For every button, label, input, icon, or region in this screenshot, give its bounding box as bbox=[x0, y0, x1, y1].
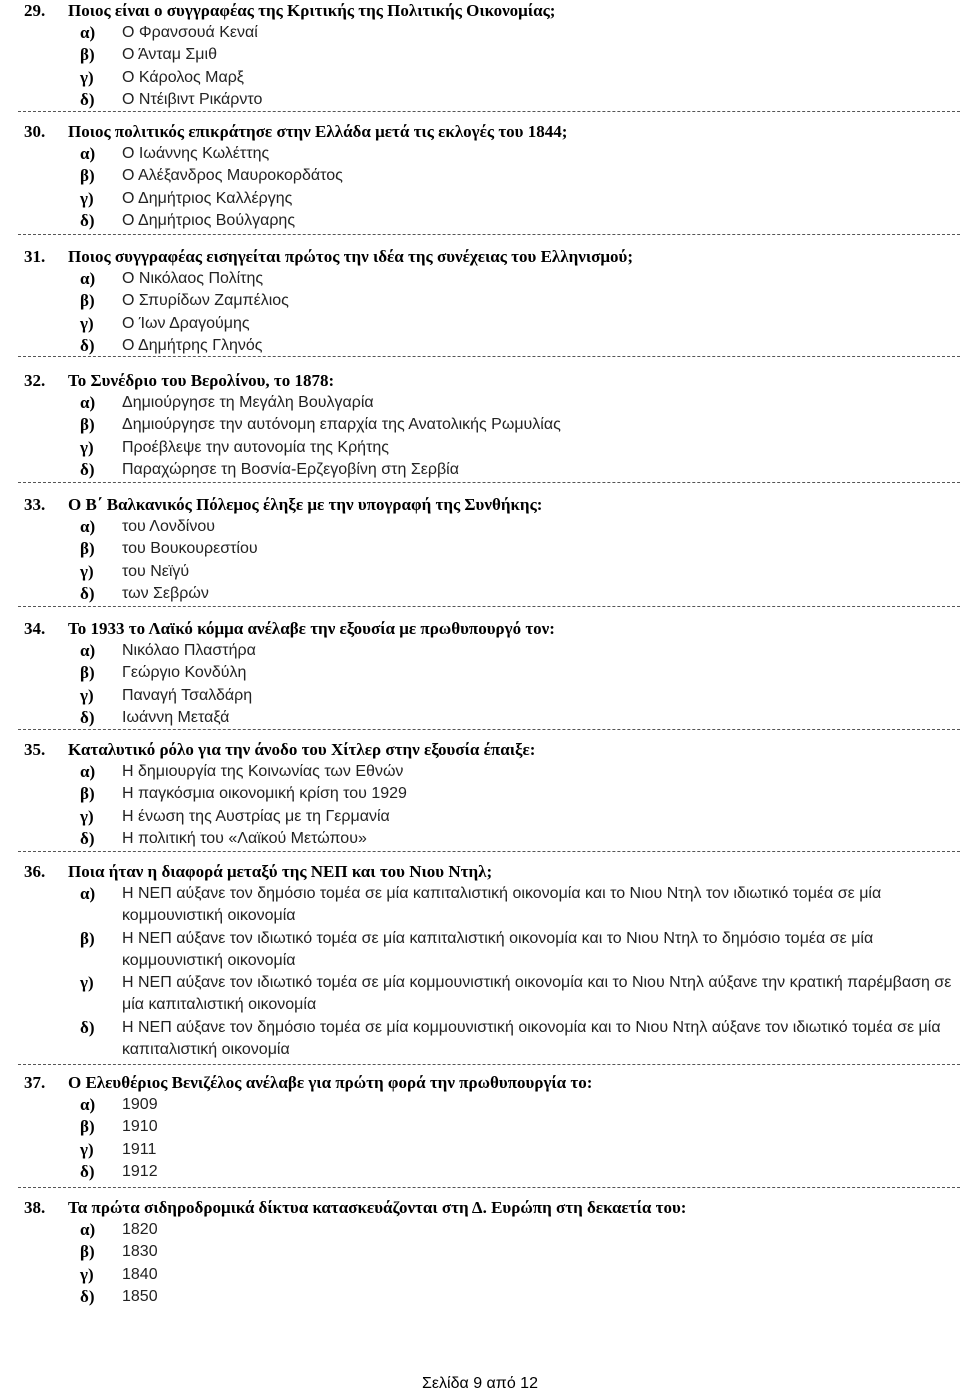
option-letter: α) bbox=[80, 1220, 96, 1239]
option-text: Ο Ίων Δραγούμης bbox=[122, 314, 250, 332]
option-letter: γ) bbox=[80, 685, 94, 705]
question-number: 36. bbox=[24, 862, 46, 881]
option-letter: β) bbox=[80, 663, 95, 683]
option-letter: γ) bbox=[80, 1139, 94, 1159]
option-c bbox=[0, 1139, 960, 1161]
option-text: Ο Σπυρίδων Ζαμπέλιος bbox=[122, 292, 289, 310]
option-a bbox=[0, 883, 960, 928]
option-d bbox=[0, 1017, 960, 1062]
question-number: 29. bbox=[24, 1, 46, 20]
option-letter: γ) bbox=[80, 561, 94, 581]
question-header bbox=[0, 121, 960, 143]
question-header bbox=[0, 246, 960, 268]
option-letter: δ) bbox=[80, 1161, 95, 1181]
page-number-footer: Σελίδα 9 από 12 bbox=[422, 1375, 538, 1392]
question-33 bbox=[0, 494, 960, 605]
option-text: του Νεϊγύ bbox=[122, 562, 190, 580]
option-a bbox=[0, 22, 960, 44]
dashed-separator bbox=[18, 729, 960, 730]
dashed-separator bbox=[18, 851, 960, 852]
question-text: Το 1933 το Λαϊκό κόμμα ανέλαβε την εξουσία με πρωθυπουργό τον: bbox=[68, 619, 555, 638]
option-text: Ο Φρανσουά Κεναί bbox=[122, 24, 258, 41]
option-text: Η ΝΕΠ αύξανε τον ιδιωτικό τομέα σε μία κομμουνιστική οικονομία και το Νιου Ντηλ αύξανε την κρατική παρέμβαση σε μία καπιταλιστική οικονομία bbox=[122, 974, 952, 1014]
question-header bbox=[0, 494, 960, 516]
question-number: 31. bbox=[24, 247, 46, 266]
option-text: του Βουκουρεστίου bbox=[122, 540, 258, 558]
option-d bbox=[0, 583, 960, 605]
option-text: 1911 bbox=[122, 1140, 157, 1158]
option-text: Ο Κάρολος Μαρξ bbox=[122, 68, 244, 86]
option-letter: δ) bbox=[80, 210, 95, 230]
option-letter: δ) bbox=[80, 89, 95, 109]
option-a bbox=[0, 761, 960, 783]
question-header bbox=[0, 618, 960, 640]
option-d bbox=[0, 1161, 960, 1183]
question-text: Το Συνέδριο του Βερολίνου, το 1878: bbox=[68, 371, 335, 390]
option-c bbox=[0, 313, 960, 335]
question-text: Ο Β΄ Βαλκανικός Πόλεμος έληξε με την υπογραφή της Συνθήκης: bbox=[68, 495, 543, 514]
option-letter: β) bbox=[80, 928, 95, 948]
option-c bbox=[0, 685, 960, 707]
option-text: 1909 bbox=[122, 1096, 158, 1113]
option-letter: δ) bbox=[80, 583, 95, 603]
option-d bbox=[0, 1286, 960, 1308]
option-a bbox=[0, 516, 960, 538]
option-letter: α) bbox=[80, 884, 96, 903]
option-letter: δ) bbox=[80, 828, 95, 848]
option-text: Παραχώρησε τη Βοσνία-Ερζεγοβίνη στη Σερβία bbox=[122, 460, 459, 478]
option-b bbox=[0, 538, 960, 560]
question-31 bbox=[0, 246, 960, 357]
option-b bbox=[0, 290, 960, 312]
option-letter: α) bbox=[80, 144, 96, 163]
option-text: Γεώργιο Κονδύλη bbox=[122, 664, 247, 682]
option-text: Δημιούργησε την αυτόνομη επαρχία της Ανατολικής Ρωμυλίας bbox=[122, 416, 561, 434]
option-b bbox=[0, 414, 960, 436]
dashed-separator bbox=[18, 234, 960, 235]
option-text: Ιωάννη Μεταξά bbox=[122, 708, 230, 726]
option-a bbox=[0, 143, 960, 165]
option-text: Προέβλεψε την αυτονομία της Κρήτης bbox=[122, 438, 390, 456]
option-d bbox=[0, 210, 960, 232]
option-text: Ο Νικόλαος Πολίτης bbox=[122, 270, 264, 287]
option-letter: γ) bbox=[80, 67, 94, 87]
option-text: Η παγκόσμια οικονομική κρίση του 1929 bbox=[122, 785, 407, 803]
option-text: Η δημιουργία της Κοινωνίας των Εθνών bbox=[122, 763, 404, 780]
option-a bbox=[0, 1094, 960, 1116]
question-header bbox=[0, 370, 960, 392]
question-text: Ο Ελευθέριος Βενιζέλος ανέλαβε για πρώτη φορά την πρωθυπουργία το: bbox=[68, 1073, 593, 1092]
option-a bbox=[0, 392, 960, 414]
option-d bbox=[0, 459, 960, 481]
question-number: 30. bbox=[24, 122, 46, 141]
dashed-separator bbox=[18, 1187, 960, 1188]
option-letter: δ) bbox=[80, 707, 95, 727]
option-letter: β) bbox=[80, 415, 95, 435]
option-letter: α) bbox=[80, 762, 96, 781]
option-letter: γ) bbox=[80, 973, 94, 993]
option-c bbox=[0, 806, 960, 828]
option-text: Νικόλαο Πλαστήρα bbox=[122, 642, 256, 659]
option-letter: δ) bbox=[80, 1017, 95, 1037]
option-letter: β) bbox=[80, 784, 95, 804]
option-text: Ο Δημήτριος Βούλγαρης bbox=[122, 211, 296, 229]
option-letter: γ) bbox=[80, 188, 94, 208]
question-text: Ποιος πολιτικός επικράτησε στην Ελλάδα μετά τις εκλογές του 1844; bbox=[68, 122, 568, 141]
question-text: Ποιος είναι ο συγγραφέας της Κριτικής της Πολιτικής Οικονομίας; bbox=[68, 1, 556, 20]
question-text: Ποιος συγγραφέας εισηγείται πρώτος την ιδέα της συνέχειας του Ελληνισμού; bbox=[68, 247, 634, 266]
option-letter: α) bbox=[80, 1095, 96, 1114]
question-number: 32. bbox=[24, 371, 46, 390]
question-37 bbox=[0, 1072, 960, 1183]
option-c bbox=[0, 561, 960, 583]
dashed-separator bbox=[18, 1064, 960, 1065]
dashed-separator bbox=[18, 356, 960, 357]
question-text: Καταλυτικό ρόλο για την άνοδο του Χίτλερ στην εξουσία έπαιξε: bbox=[68, 740, 536, 759]
option-text: 1840 bbox=[122, 1265, 158, 1283]
option-text: 1830 bbox=[122, 1243, 158, 1261]
option-letter: γ) bbox=[80, 437, 94, 457]
option-a bbox=[0, 268, 960, 290]
option-b bbox=[0, 1116, 960, 1138]
question-34 bbox=[0, 618, 960, 729]
option-text: Ο Αλέξανδρος Μαυροκορδάτος bbox=[122, 167, 343, 185]
question-number: 35. bbox=[24, 740, 46, 759]
dashed-separator bbox=[18, 482, 960, 483]
question-32 bbox=[0, 370, 960, 481]
option-letter: δ) bbox=[80, 459, 95, 479]
option-b bbox=[0, 928, 960, 973]
option-letter: β) bbox=[80, 539, 95, 559]
question-number: 33. bbox=[24, 495, 46, 514]
question-header bbox=[0, 1197, 960, 1219]
option-text: των Σεβρών bbox=[122, 584, 209, 602]
option-text: Η ΝΕΠ αύξανε τον δημόσιο τομέα σε μία κομμουνιστική οικονομία και το Νιου Ντηλ αύξανε τον ιδιωτικό τομέα σε μία καπιταλιστική οικονομία bbox=[122, 1018, 941, 1059]
option-letter: α) bbox=[80, 23, 96, 42]
option-a bbox=[0, 1219, 960, 1241]
option-letter: δ) bbox=[80, 1286, 95, 1306]
option-b bbox=[0, 1241, 960, 1263]
option-text: 1910 bbox=[122, 1118, 158, 1136]
option-text: Ο Δημήτριος Καλλέργης bbox=[122, 189, 293, 207]
option-a bbox=[0, 640, 960, 662]
question-header bbox=[0, 0, 960, 22]
dashed-separator bbox=[18, 111, 960, 112]
option-text: Η ΝΕΠ αύξανε τον δημόσιο τομέα σε μία καπιταλιστική οικονομία και το Νιου Ντηλ τον ιδιωτικό τομέα σε μία κομμουνιστική οικονομία bbox=[122, 885, 882, 925]
option-c bbox=[0, 437, 960, 459]
option-d bbox=[0, 828, 960, 850]
question-29 bbox=[0, 0, 960, 111]
question-header bbox=[0, 1072, 960, 1094]
option-text: Ο Δημήτρης Γληνός bbox=[122, 336, 263, 354]
option-c bbox=[0, 1264, 960, 1286]
option-letter: β) bbox=[80, 1242, 95, 1262]
question-number: 34. bbox=[24, 619, 46, 638]
option-text: Ο Άνταμ Σμιθ bbox=[122, 46, 217, 64]
option-letter: β) bbox=[80, 45, 95, 65]
question-number: 38. bbox=[24, 1198, 46, 1217]
option-text: 1912 bbox=[122, 1162, 158, 1180]
question-header bbox=[0, 739, 960, 761]
option-letter: δ) bbox=[80, 335, 95, 355]
option-text: Ο Ιωάννης Κωλέττης bbox=[122, 145, 270, 162]
question-number: 37. bbox=[24, 1073, 46, 1092]
option-d bbox=[0, 707, 960, 729]
option-text: 1820 bbox=[122, 1221, 158, 1238]
option-text: του Λονδίνου bbox=[122, 518, 215, 535]
question-30 bbox=[0, 121, 960, 232]
option-b bbox=[0, 662, 960, 684]
dashed-separator bbox=[18, 606, 960, 607]
option-letter: γ) bbox=[80, 313, 94, 333]
question-text: Ποια ήταν η διαφορά μεταξύ της ΝΕΠ και του Νιου Ντηλ; bbox=[68, 862, 493, 881]
option-text: Η ένωση της Αυστρίας με τη Γερμανία bbox=[122, 807, 390, 825]
option-letter: β) bbox=[80, 166, 95, 186]
option-c bbox=[0, 188, 960, 210]
option-letter: α) bbox=[80, 269, 96, 288]
option-b bbox=[0, 44, 960, 66]
option-d bbox=[0, 335, 960, 357]
option-letter: γ) bbox=[80, 806, 94, 826]
option-text: Ο Ντέιβιντ Ρικάρντο bbox=[122, 90, 263, 108]
option-c bbox=[0, 67, 960, 89]
option-text: Δημιούργησε τη Μεγάλη Βουλγαρία bbox=[122, 394, 374, 411]
option-letter: β) bbox=[80, 1117, 95, 1137]
option-text: 1850 bbox=[122, 1287, 158, 1305]
question-35 bbox=[0, 739, 960, 850]
option-letter: α) bbox=[80, 517, 96, 536]
option-d bbox=[0, 89, 960, 111]
question-38 bbox=[0, 1197, 960, 1308]
option-b bbox=[0, 783, 960, 805]
question-36 bbox=[0, 861, 960, 1061]
option-c bbox=[0, 972, 960, 1017]
option-letter: γ) bbox=[80, 1264, 94, 1284]
option-letter: β) bbox=[80, 291, 95, 311]
option-text: Παναγή Τσαλδάρη bbox=[122, 686, 253, 704]
option-letter: α) bbox=[80, 641, 96, 660]
option-text: Η ΝΕΠ αύξανε τον ιδιωτικό τομέα σε μία καπιταλιστική οικονομία και το Νιου Ντηλ το δημόσιο τομέα σε μία κομμουνιστική οικονομία bbox=[122, 929, 874, 969]
option-b bbox=[0, 165, 960, 187]
option-letter: α) bbox=[80, 393, 96, 412]
option-text: Η πολιτική του «Λαϊκού Μετώπου» bbox=[122, 829, 367, 847]
question-text: Τα πρώτα σιδηροδρομικά δίκτυα κατασκευάζονται στη Δ. Ευρώπη στη δεκαετία του: bbox=[68, 1198, 687, 1217]
question-header bbox=[0, 861, 960, 883]
